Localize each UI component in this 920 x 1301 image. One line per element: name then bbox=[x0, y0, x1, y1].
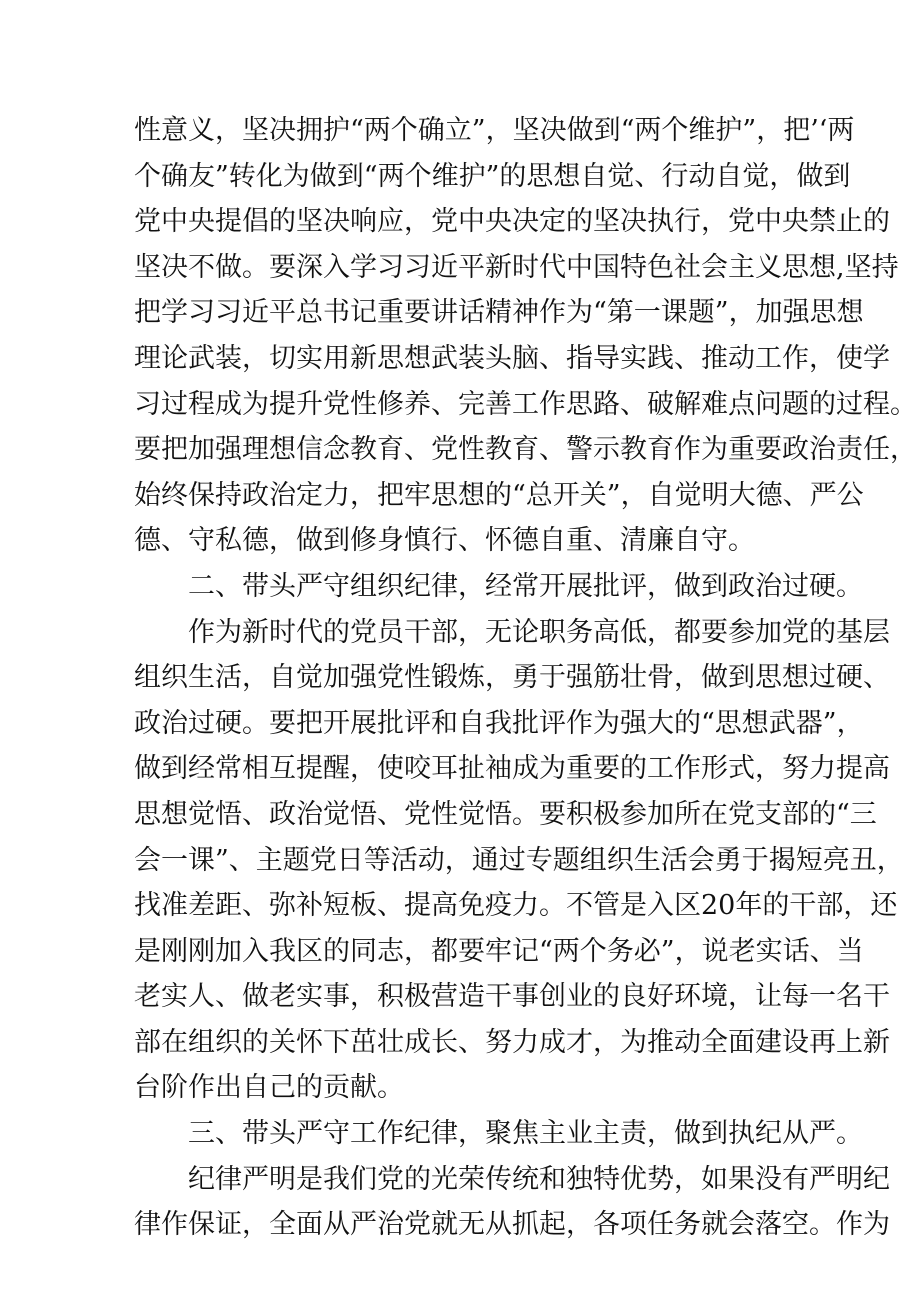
document-body bbox=[134, 108, 917, 1248]
text-line-20: 老实人、做老实事，积极营造干事创业的良好环境，让每一名干 bbox=[134, 981, 890, 1013]
text-line-1: 性意义，坚决拥护“两个确立”，坚决做到“两个维护”，把’‘两 bbox=[134, 115, 855, 146]
text-line-15: 做到经常相互提醒，使咬耳扯袖成为重要的工作形式，努力提高 bbox=[134, 753, 890, 785]
text-line-24: 纪律严明是我们党的光荣传统和独特优势，如果没有严明纪 bbox=[188, 1163, 890, 1195]
text-line-7: 习过程成为提升党性修养、完善工作思路、破解难点问题的过程。 bbox=[134, 388, 917, 420]
section-heading-3: 三、带头严守工作纪律，聚焦主业主责，做到执纪从严。 bbox=[188, 1118, 863, 1150]
text-line-14: 政治过硬。要把开展批评和自我批评作为强大的“思想武器”， bbox=[134, 707, 864, 739]
text-line-3: 党中央提倡的坚决响应，党中央决定的坚决执行，党中央禁止的 bbox=[134, 206, 890, 238]
text-line-9: 始终保持政治定力，把牢思想的“总开关”，自觉明大德、严公 bbox=[134, 479, 864, 511]
text-line-16: 思想觉悟、政治觉悟、党性觉悟。要积极参加所在党支部的“三 bbox=[134, 798, 877, 830]
text-line-17: 会一课”、主题党日等活动，通过专题组织生活会勇于揭短亮丑， bbox=[134, 844, 904, 876]
text-line-5: 把学习习近平总书记重要讲话精神作为“第一课题”，加强思想 bbox=[134, 297, 864, 329]
text-line-21: 部在组织的关怀下茁壮成长、努力成才，为推动全面建设再上新 bbox=[134, 1026, 890, 1058]
text-line-25: 律作保证，全面从严治党就无从抓起，各项任务就会落空。作为 bbox=[134, 1209, 890, 1241]
text-line-19: 是刚刚加入我区的同志，都要牢记“两个务必”，说老实话、当 bbox=[134, 935, 864, 967]
text-line-18: 找准差距、弥补短板、提高免疫力。不管是入区20年的干部，还 bbox=[134, 890, 898, 922]
text-line-4: 坚决不做。要深入学习习近平新时代中国特色社会主义思想,坚持 bbox=[134, 251, 899, 283]
text-line-2: 个确友”转化为做到“两个维护”的思想自觉、行动自觉，做到 bbox=[134, 160, 851, 192]
text-line-6: 理论武装，切实用新思想武装头脑、指导实践、推动工作，使学 bbox=[134, 342, 890, 374]
text-line-8: 要把加强理想信念教育、党性教育、警示教育作为重要政治责任， bbox=[134, 434, 917, 466]
text-line-10: 德、守私德，做到修身慎行、怀德自重、清廉自守。 bbox=[134, 525, 755, 557]
section-heading-2: 二、带头严守组织纪律，经常开展批评，做到政治过硬。 bbox=[188, 570, 863, 602]
text-line-13: 组织生活，自觉加强党性锻炼，勇于强筋壮骨，做到思想过硬、 bbox=[134, 662, 890, 694]
text-line-22: 台阶作出自己的贡献。 bbox=[134, 1072, 404, 1104]
text-line-12: 作为新时代的党员干部，无论职务高低，都要参加党的基层 bbox=[188, 616, 890, 648]
